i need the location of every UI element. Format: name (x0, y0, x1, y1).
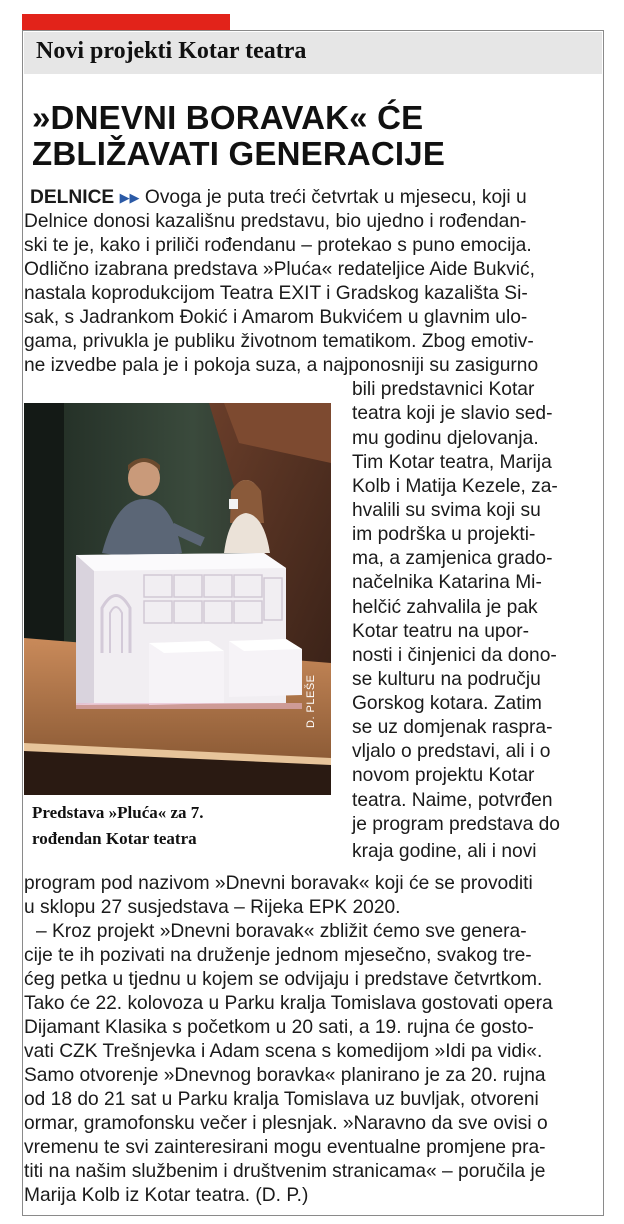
body-line: Dijamant Klasika s početkom u 20 sati, a 19. rujna će gosto- (24, 1017, 534, 1038)
dateline-arrows-icon: ▶▶ (119, 190, 140, 205)
headline-line: »DNEVNI BORAVAK« ĆE (32, 99, 424, 136)
body-line: vljalo o predstavi, ali i o (352, 741, 551, 762)
body-line: gama, privukla je publiku životnom tematikom. Zbog emotiv- (24, 331, 534, 352)
headline (32, 100, 592, 172)
caption-line: Predstava »Pluća« za 7. (32, 803, 204, 822)
body-line: hvalili su svima koji su (352, 500, 541, 521)
body-line: nosti i činjenici da dono- (352, 645, 557, 666)
article-photo (24, 403, 331, 795)
body-text: Ovoga je puta treći četvrtak u mjesecu, koji u (144, 187, 527, 208)
body-line: se kulturu na području (352, 669, 541, 690)
body-line: teatra koji je slavio sed- (352, 403, 553, 424)
body-line: kraja godine, ali i novi (352, 841, 537, 862)
body-line: novom projektu Kotar (352, 765, 535, 786)
body-line: Odlično izabrana predstava »Pluća« redateljice Aide Bukvić, (24, 259, 535, 280)
body-line: Kolb i Matija Kezele, za- (352, 476, 558, 497)
dateline: DELNICE (30, 187, 115, 208)
body-line: sak, s Jadrankom Đokić i Amarom Bukvićem u glavnim ulo- (24, 307, 528, 328)
body-line: bili predstavnici Kotar (352, 379, 535, 400)
photo-credit: D. PLEŠE (305, 674, 317, 728)
body-line: Samo otvorenje »Dnevnog boravka« planirano je za 20. rujna (24, 1065, 546, 1086)
body-line: od 18 do 21 sat u Parku kralja Tomislava uz buvljak, otvoreni (24, 1089, 539, 1110)
body-line: cije te ih pozivati na druženje jednom mjesečno, svakog tre- (24, 945, 532, 966)
body-line: mu godinu djelovanja. (352, 428, 539, 449)
kicker: Novi projekti Kotar teatra (36, 38, 307, 64)
body-line: Tako će 22. kolovoza u Parku kralja Tomislava gostovati opera (24, 993, 553, 1014)
body-line: ski te je, kako i priliči rođendanu – protekao s puno emocija. (24, 235, 532, 256)
stage-photo-illustration (24, 403, 331, 795)
body-line (30, 186, 527, 210)
body-line: je program predstava do (352, 814, 560, 835)
body-line: vremenu te svi zainteresirani mogu eventualne promjene pra- (24, 1137, 546, 1158)
body-line: ne izvedbe pala je i pokoja suza, a najponosniji su zasigurno (24, 355, 539, 376)
body-line: ćeg petka u tjednu u kojem se odvijaju i predstave četvrtkom. (24, 969, 543, 990)
body-line: se uz domjenak raspra- (352, 717, 553, 738)
body-line: helčić zahvalila je pak (352, 597, 538, 618)
body-line: – Kroz projekt »Dnevni boravak« zbližit ćemo sve genera- (36, 921, 527, 942)
body-line: Kotar teatru na upor- (352, 621, 530, 642)
body-line: nastala koprodukcijom Teatra EXIT i Gradskog kazališta Si- (24, 283, 528, 304)
body-line: im podrška u projekti- (352, 524, 536, 545)
body-line: teatra. Naime, potvrđen (352, 790, 553, 811)
photo-caption (32, 800, 332, 852)
body-line: program pod nazivom »Dnevni boravak« koji će se provoditi (24, 873, 533, 894)
body-line: Marija Kolb iz Kotar teatra. (D. P.) (24, 1185, 309, 1206)
body-line: Gorskog kotara. Zatim (352, 693, 542, 714)
body-line: u sklopu 27 susjedstava – Rijeka EPK 2020. (24, 897, 401, 918)
body-line: ma, a zamjenica grado- (352, 548, 553, 569)
body-line: Delnice donosi kazališnu predstavu, bio ujedno i rođendan- (24, 211, 527, 232)
body-line: vati CZK Trešnjevka i Adam scena s komedijom »Idi pa vidi«. (24, 1041, 543, 1062)
section-accent-bar (22, 14, 230, 30)
body-line: titi na našim službenim i društvenim stranicama« – poručila je (24, 1161, 546, 1182)
body-line: Tim Kotar teatra, Marija (352, 452, 552, 473)
body-line: ormar, gramofonsku večer i plesnjak. »Naravno da sve ovisi o (24, 1113, 548, 1134)
caption-line: rođendan Kotar teatra (32, 829, 197, 848)
body-line: načelnika Katarina Mi- (352, 572, 542, 593)
headline-line: ZBLIŽAVATI GENERACIJE (32, 135, 446, 172)
